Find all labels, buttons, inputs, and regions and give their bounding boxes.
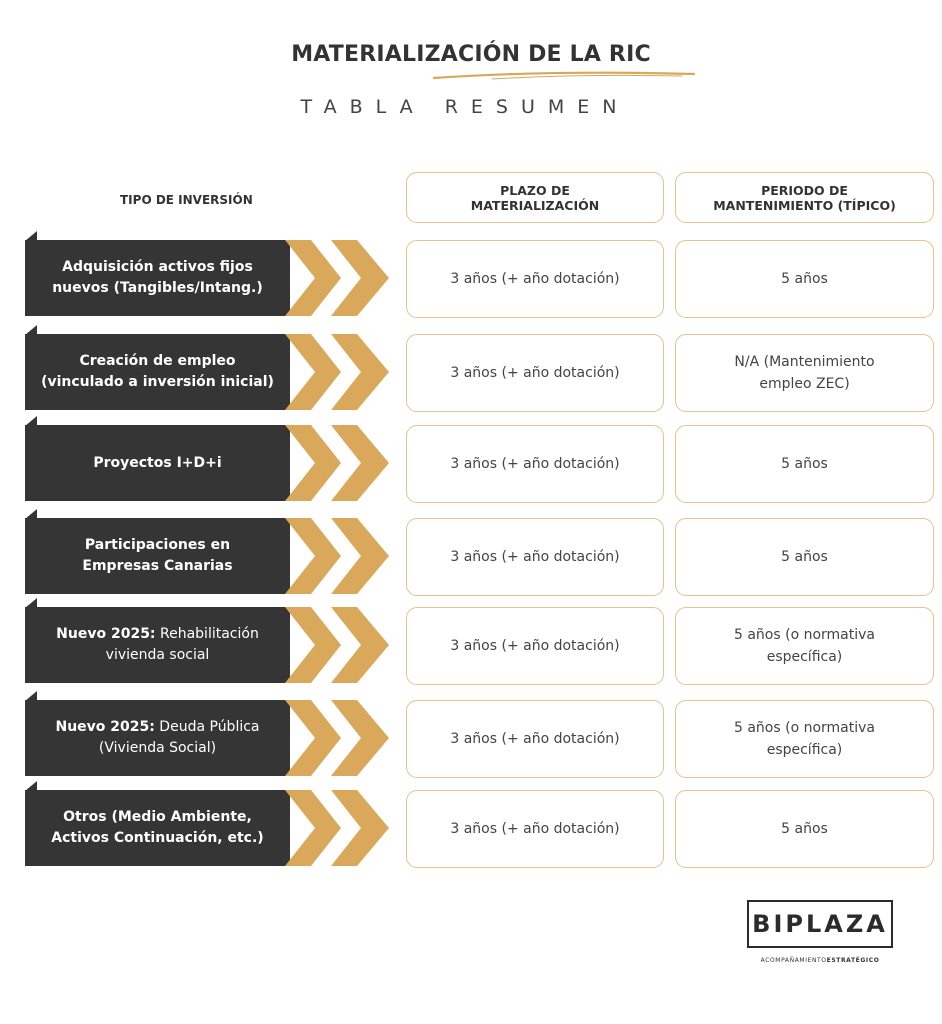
double-chevron-icon — [285, 790, 395, 866]
investment-type-label: Nuevo 2025: Deuda Pública (Vivienda Social) — [25, 700, 290, 776]
table-row — [0, 790, 942, 870]
biplaza-logo: BIPLAZA — [747, 900, 893, 948]
title-underline-stroke — [432, 68, 696, 82]
page-title: MATERIALIZACIÓN DE LA RIC — [291, 42, 651, 67]
investment-type-label: Creación de empleo (vinculado a inversión inicial) — [25, 334, 290, 410]
investment-type-label: Nuevo 2025: Rehabilitación vivienda social — [25, 607, 290, 683]
table-row — [0, 334, 942, 414]
materialization-term-cell: 3 años (+ año dotación) — [406, 240, 664, 318]
maintenance-period-cell: 5 años (o normativa específica) — [675, 607, 934, 685]
logo-tagline: ACOMPAÑAMIENTOESTRATÉGICO — [760, 957, 880, 964]
double-chevron-icon — [285, 607, 395, 683]
table-row — [0, 240, 942, 320]
investment-type-label: Participaciones en Empresas Canarias — [25, 518, 290, 594]
table-row — [0, 700, 942, 780]
table-row — [0, 425, 942, 505]
double-chevron-icon — [285, 334, 395, 410]
maintenance-period-cell: 5 años — [675, 240, 934, 318]
column-header-term: PLAZO DE MATERIALIZACIÓN — [406, 172, 664, 223]
investment-type-label: Proyectos I+D+i — [25, 425, 290, 501]
maintenance-period-cell: 5 años — [675, 425, 934, 503]
double-chevron-icon — [285, 240, 395, 316]
table-row — [0, 607, 942, 687]
page-subtitle: TABLA RESUMEN — [300, 96, 630, 118]
materialization-term-cell: 3 años (+ año dotación) — [406, 334, 664, 412]
maintenance-period-cell: 5 años — [675, 790, 934, 868]
materialization-term-cell: 3 años (+ año dotación) — [406, 425, 664, 503]
column-header-type: TIPO DE INVERSIÓN — [120, 193, 253, 207]
double-chevron-icon — [285, 700, 395, 776]
materialization-term-cell: 3 años (+ año dotación) — [406, 607, 664, 685]
maintenance-period-cell: N/A (Mantenimiento empleo ZEC) — [675, 334, 934, 412]
maintenance-period-cell: 5 años (o normativa específica) — [675, 700, 934, 778]
investment-type-label: Adquisición activos fijos nuevos (Tangibles/Intang.) — [25, 240, 290, 316]
materialization-term-cell: 3 años (+ año dotación) — [406, 790, 664, 868]
maintenance-period-cell: 5 años — [675, 518, 934, 596]
double-chevron-icon — [285, 425, 395, 501]
materialization-term-cell: 3 años (+ año dotación) — [406, 700, 664, 778]
table-row — [0, 518, 942, 598]
double-chevron-icon — [285, 518, 395, 594]
column-header-maintenance: PERIODO DE MANTENIMIENTO (TÍPICO) — [675, 172, 934, 223]
materialization-term-cell: 3 años (+ año dotación) — [406, 518, 664, 596]
investment-type-label: Otros (Medio Ambiente, Activos Continuación, etc.) — [25, 790, 290, 866]
